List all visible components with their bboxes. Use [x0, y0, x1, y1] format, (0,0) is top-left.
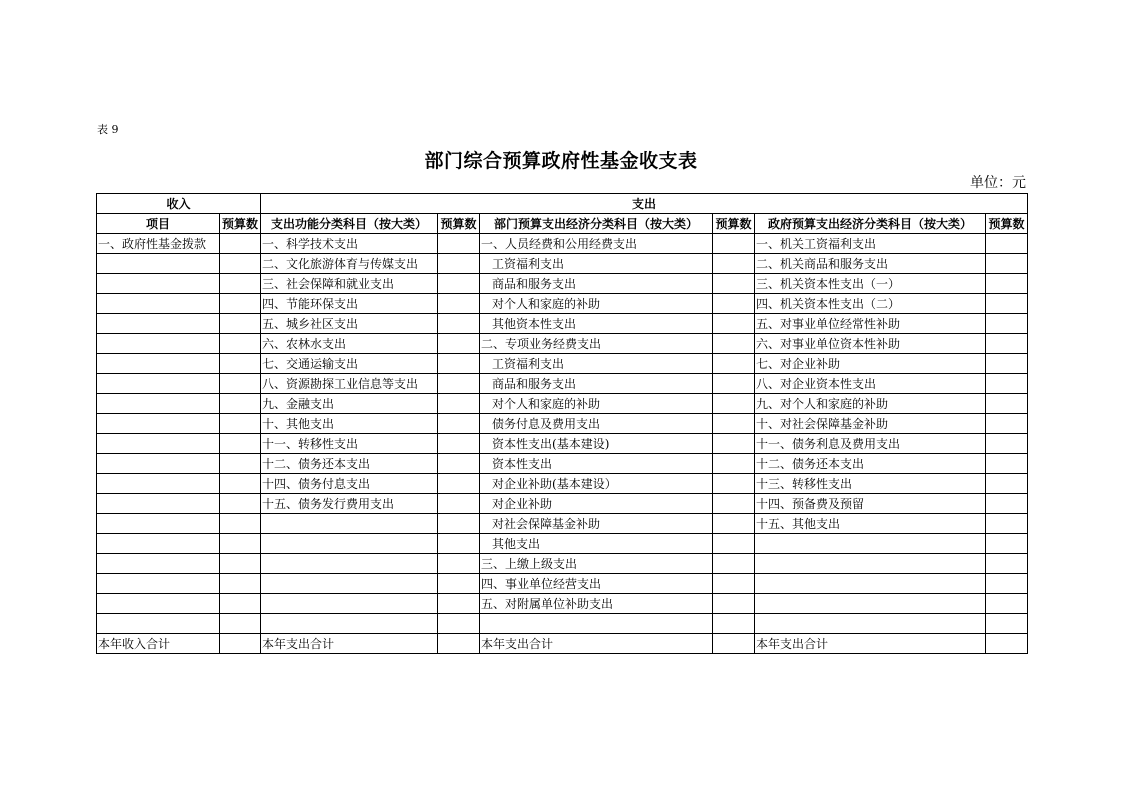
dept-econ-item-cell [480, 614, 713, 634]
func-item-cell: 八、资源勘探工业信息等支出 [261, 374, 438, 394]
table-row [97, 234, 1028, 254]
total-func-label: 本年支出合计 [261, 634, 438, 654]
dept-econ-budget-cell [713, 594, 755, 614]
dept-econ-item-cell: 资本性支出(基本建设) [480, 434, 713, 454]
dept-econ-budget-cell [713, 254, 755, 274]
gov-econ-item-cell: 三、机关资本性支出（一） [755, 274, 986, 294]
gov-econ-budget-cell [986, 514, 1028, 534]
income-budget-cell [220, 374, 261, 394]
func-item-cell: 九、金融支出 [261, 394, 438, 414]
income-budget-cell [220, 454, 261, 474]
income-budget-cell [220, 254, 261, 274]
func-item-cell [261, 514, 438, 534]
income-budget-cell [220, 514, 261, 534]
func-item-cell: 十一、转移性支出 [261, 434, 438, 454]
gov-econ-item-cell: 一、机关工资福利支出 [755, 234, 986, 254]
income-budget-cell [220, 494, 261, 514]
table-row [97, 314, 1028, 334]
func-budget-cell [438, 334, 480, 354]
unit-label: 单位：元 [970, 175, 1026, 191]
gov-econ-item-cell [755, 594, 986, 614]
table-row [97, 574, 1028, 594]
income-budget-cell [220, 274, 261, 294]
income-item-cell [97, 554, 220, 574]
income-item-cell [97, 494, 220, 514]
table-number: 表 9 [97, 123, 119, 136]
income-item-cell [97, 454, 220, 474]
dept-econ-budget-cell [713, 614, 755, 634]
gov-econ-budget-cell [986, 314, 1028, 334]
dept-econ-item-cell: 其他支出 [480, 534, 713, 554]
table-row [97, 514, 1028, 534]
func-item-cell: 十五、债务发行费用支出 [261, 494, 438, 514]
income-item-cell [97, 274, 220, 294]
totals-row [97, 634, 1028, 654]
income-item-cell [97, 314, 220, 334]
income-budget-cell [220, 354, 261, 374]
table-row [97, 354, 1028, 374]
func-item-cell: 十二、债务还本支出 [261, 454, 438, 474]
dept-econ-item-cell: 四、事业单位经营支出 [480, 574, 713, 594]
func-budget-cell [438, 294, 480, 314]
func-item-cell: 二、文化旅游体育与传媒支出 [261, 254, 438, 274]
gov-econ-item-cell [755, 534, 986, 554]
page-title: 部门综合预算政府性基金收支表 [424, 150, 698, 172]
table-row [97, 494, 1028, 514]
func-item-cell [261, 534, 438, 554]
table-body [97, 234, 1028, 634]
gov-econ-item-cell: 八、对企业资本性支出 [755, 374, 986, 394]
dept-econ-budget-cell [713, 514, 755, 534]
func-budget-cell [438, 454, 480, 474]
income-item-cell [97, 474, 220, 494]
table-row [97, 394, 1028, 414]
dept-econ-item-cell: 对企业补助(基本建设） [480, 474, 713, 494]
func-budget-cell [438, 434, 480, 454]
func-budget-cell [438, 354, 480, 374]
gov-econ-item-cell: 十二、债务还本支出 [755, 454, 986, 474]
gov-econ-budget-cell [986, 294, 1028, 314]
func-budget-cell [438, 554, 480, 574]
func-budget-cell [438, 614, 480, 634]
income-budget-cell [220, 314, 261, 334]
dept-econ-budget-cell [713, 234, 755, 254]
dept-econ-budget-cell [713, 554, 755, 574]
gov-econ-budget-cell [986, 434, 1028, 454]
income-item-cell [97, 334, 220, 354]
func-item-cell: 七、交通运输支出 [261, 354, 438, 374]
gov-econ-budget-cell [986, 454, 1028, 474]
dept-econ-item-cell: 商品和服务支出 [480, 274, 713, 294]
gov-econ-budget-cell [986, 474, 1028, 494]
gov-econ-budget-cell [986, 254, 1028, 274]
income-budget-cell [220, 394, 261, 414]
col-header-budget: 预算数 [220, 214, 261, 234]
func-budget-cell [438, 574, 480, 594]
income-item-cell [97, 534, 220, 554]
col-header-func: 支出功能分类科目（按大类） [261, 214, 438, 234]
gov-econ-item-cell: 十、对社会保障基金补助 [755, 414, 986, 434]
dept-econ-item-cell: 债务付息及费用支出 [480, 414, 713, 434]
income-item-cell [97, 374, 220, 394]
dept-econ-item-cell: 一、人员经费和公用经费支出 [480, 234, 713, 254]
gov-econ-item-cell: 十五、其他支出 [755, 514, 986, 534]
col-header-budget: 预算数 [438, 214, 480, 234]
dept-econ-item-cell: 对个人和家庭的补助 [480, 294, 713, 314]
dept-econ-budget-cell [713, 574, 755, 594]
total-dept-label: 本年支出合计 [480, 634, 713, 654]
table-row [97, 334, 1028, 354]
total-income-amount [220, 634, 261, 654]
gov-econ-budget-cell [986, 374, 1028, 394]
total-gov-amount [986, 634, 1028, 654]
total-gov-label: 本年支出合计 [755, 634, 986, 654]
income-item-cell [97, 614, 220, 634]
gov-econ-item-cell [755, 554, 986, 574]
func-budget-cell [438, 374, 480, 394]
table-row [97, 454, 1028, 474]
dept-econ-item-cell: 三、上缴上级支出 [480, 554, 713, 574]
func-budget-cell [438, 414, 480, 434]
dept-econ-budget-cell [713, 534, 755, 554]
income-budget-cell [220, 554, 261, 574]
income-item-cell [97, 574, 220, 594]
dept-econ-budget-cell [713, 494, 755, 514]
gov-econ-item-cell: 十三、转移性支出 [755, 474, 986, 494]
budget-table [96, 193, 1028, 654]
col-header-budget: 预算数 [713, 214, 755, 234]
table-row [97, 254, 1028, 274]
func-budget-cell [438, 534, 480, 554]
income-budget-cell [220, 234, 261, 254]
income-budget-cell [220, 474, 261, 494]
func-budget-cell [438, 514, 480, 534]
gov-econ-item-cell: 十一、债务利息及费用支出 [755, 434, 986, 454]
income-budget-cell [220, 614, 261, 634]
total-income-label: 本年收入合计 [97, 634, 220, 654]
dept-econ-budget-cell [713, 334, 755, 354]
dept-econ-item-cell: 五、对附属单位补助支出 [480, 594, 713, 614]
dept-econ-item-cell: 工资福利支出 [480, 354, 713, 374]
total-func-amount [438, 634, 480, 654]
table-row [97, 294, 1028, 314]
func-budget-cell [438, 274, 480, 294]
func-item-cell [261, 614, 438, 634]
dept-econ-item-cell: 其他资本性支出 [480, 314, 713, 334]
dept-econ-budget-cell [713, 454, 755, 474]
dept-econ-item-cell: 二、专项业务经费支出 [480, 334, 713, 354]
income-budget-cell [220, 334, 261, 354]
dept-econ-item-cell: 对企业补助 [480, 494, 713, 514]
income-item-cell [97, 594, 220, 614]
table-row [97, 414, 1028, 434]
func-budget-cell [438, 234, 480, 254]
gov-econ-budget-cell [986, 334, 1028, 354]
func-budget-cell [438, 494, 480, 514]
gov-econ-budget-cell [986, 274, 1028, 294]
dept-econ-item-cell: 工资福利支出 [480, 254, 713, 274]
table-row [97, 554, 1028, 574]
dept-econ-item-cell: 对社会保障基金补助 [480, 514, 713, 534]
income-item-cell [97, 434, 220, 454]
dept-econ-budget-cell [713, 474, 755, 494]
gov-econ-budget-cell [986, 354, 1028, 374]
func-budget-cell [438, 394, 480, 414]
income-item-cell [97, 354, 220, 374]
table-row [97, 534, 1028, 554]
gov-econ-item-cell: 二、机关商品和服务支出 [755, 254, 986, 274]
func-budget-cell [438, 474, 480, 494]
expense-group-header: 支出 [261, 194, 1028, 214]
table-row [97, 434, 1028, 454]
col-header-dept-econ: 部门预算支出经济分类科目（按大类） [480, 214, 713, 234]
func-item-cell: 四、节能环保支出 [261, 294, 438, 314]
gov-econ-budget-cell [986, 534, 1028, 554]
func-item-cell: 三、社会保障和就业支出 [261, 274, 438, 294]
dept-econ-item-cell: 资本性支出 [480, 454, 713, 474]
dept-econ-budget-cell [713, 314, 755, 334]
dept-econ-budget-cell [713, 354, 755, 374]
gov-econ-budget-cell [986, 614, 1028, 634]
total-dept-amount [713, 634, 755, 654]
func-budget-cell [438, 314, 480, 334]
gov-econ-item-cell: 六、对事业单位资本性补助 [755, 334, 986, 354]
func-item-cell: 一、科学技术支出 [261, 234, 438, 254]
col-header-item: 项目 [97, 214, 220, 234]
gov-econ-budget-cell [986, 594, 1028, 614]
gov-econ-budget-cell [986, 234, 1028, 254]
gov-econ-item-cell: 四、机关资本性支出（二） [755, 294, 986, 314]
gov-econ-item-cell [755, 574, 986, 594]
gov-econ-budget-cell [986, 554, 1028, 574]
income-item-cell [97, 414, 220, 434]
dept-econ-budget-cell [713, 394, 755, 414]
col-header-gov-econ: 政府预算支出经济分类科目（按大类） [755, 214, 986, 234]
income-item-cell [97, 294, 220, 314]
func-item-cell [261, 594, 438, 614]
income-budget-cell [220, 594, 261, 614]
income-budget-cell [220, 534, 261, 554]
income-item-cell [97, 514, 220, 534]
func-budget-cell [438, 594, 480, 614]
income-item-cell: 一、政府性基金拨款 [97, 234, 220, 254]
table-row [97, 274, 1028, 294]
income-budget-cell [220, 414, 261, 434]
dept-econ-item-cell: 对个人和家庭的补助 [480, 394, 713, 414]
gov-econ-budget-cell [986, 394, 1028, 414]
income-item-cell [97, 254, 220, 274]
func-budget-cell [438, 254, 480, 274]
gov-econ-item-cell: 七、对企业补助 [755, 354, 986, 374]
func-item-cell [261, 574, 438, 594]
gov-econ-budget-cell [986, 494, 1028, 514]
table-row [97, 614, 1028, 634]
gov-econ-budget-cell [986, 414, 1028, 434]
func-item-cell: 六、农林水支出 [261, 334, 438, 354]
col-header-budget: 预算数 [986, 214, 1028, 234]
dept-econ-budget-cell [713, 294, 755, 314]
income-budget-cell [220, 434, 261, 454]
gov-econ-item-cell [755, 614, 986, 634]
dept-econ-budget-cell [713, 414, 755, 434]
gov-econ-item-cell: 九、对个人和家庭的补助 [755, 394, 986, 414]
income-item-cell [97, 394, 220, 414]
income-budget-cell [220, 574, 261, 594]
func-item-cell [261, 554, 438, 574]
dept-econ-budget-cell [713, 274, 755, 294]
dept-econ-budget-cell [713, 434, 755, 454]
dept-econ-budget-cell [713, 374, 755, 394]
table-row [97, 374, 1028, 394]
table-row [97, 474, 1028, 494]
func-item-cell: 五、城乡社区支出 [261, 314, 438, 334]
income-budget-cell [220, 294, 261, 314]
income-group-header: 收入 [97, 194, 261, 214]
column-header-row [97, 214, 1028, 234]
table-row [97, 594, 1028, 614]
group-header-row [97, 194, 1028, 214]
gov-econ-item-cell: 五、对事业单位经常性补助 [755, 314, 986, 334]
gov-econ-budget-cell [986, 574, 1028, 594]
func-item-cell: 十、其他支出 [261, 414, 438, 434]
gov-econ-item-cell: 十四、预备费及预留 [755, 494, 986, 514]
dept-econ-item-cell: 商品和服务支出 [480, 374, 713, 394]
func-item-cell: 十四、债务付息支出 [261, 474, 438, 494]
